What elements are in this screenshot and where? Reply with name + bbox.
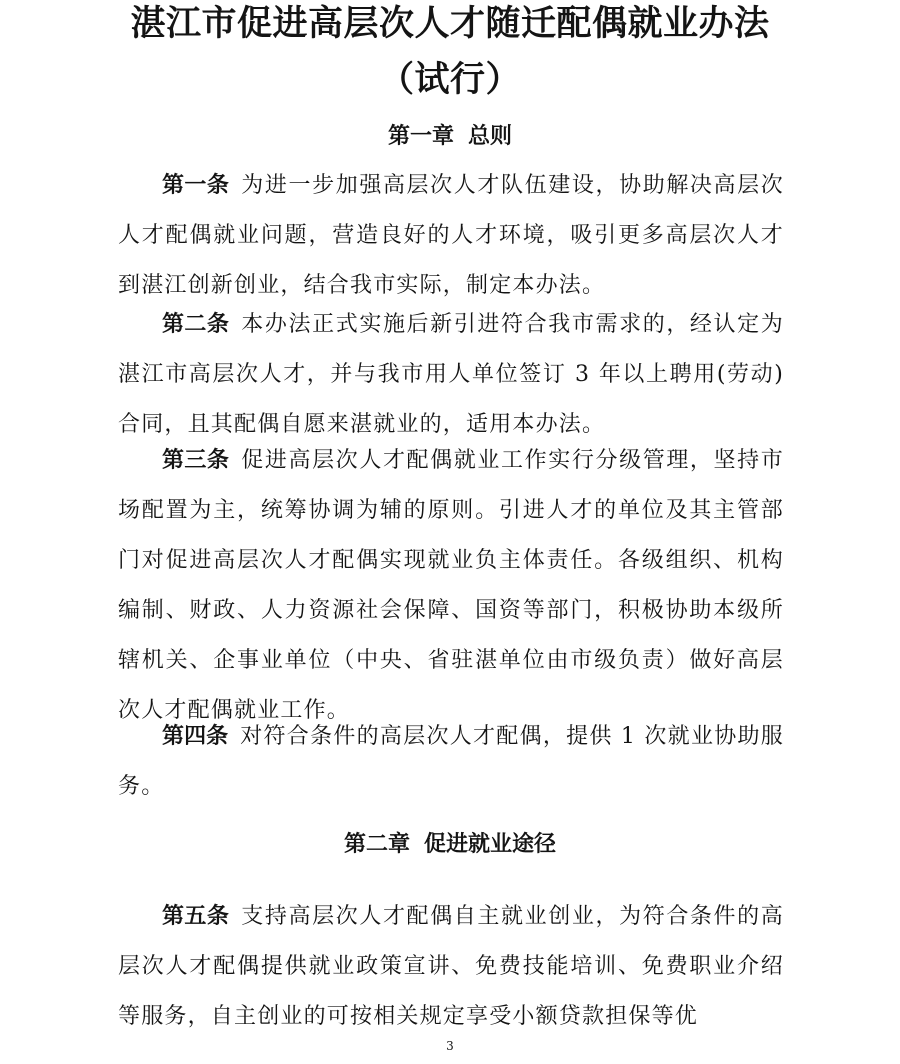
page-number: 3 <box>446 1039 454 1053</box>
document-title: 湛江市促进高层次人才随迁配偶就业办法 <box>130 4 770 44</box>
article-text: 为进一步加强高层次人才队伍建设，协助解决高层次人才配偶就业问题，营造良好的人才环境，吸引更多高层次人才到湛江创新创业，结合我市实际，制定本办法。 <box>118 173 784 298</box>
article-2 <box>118 300 784 450</box>
article-text: 促进高层次人才配偶就业工作实行分级管理，坚持市场配置为主，统筹协调为辅的原则。引进人才的单位及其主管部门对促进高层次人才配偶实现就业负主体责任。各级组织、机构编制、财政、人力资源社会保障、国资等部门，积极协助本级所辖机关、企事业单位（中央、省驻湛单位由市级负责）做好高层次人才配偶就业工作。 <box>118 448 784 723</box>
article-label: 第四条 <box>162 724 229 749</box>
article-label: 第一条 <box>162 173 230 198</box>
article-text: 对符合条件的高层次人才配偶，提供 1 次就业协助服务。 <box>118 724 784 799</box>
chapter-name: 促进就业途径 <box>424 832 557 857</box>
article-text: 本办法正式实施后新引进符合我市需求的，经认定为湛江市高层次人才，并与我市用人单位签订 3 年以上聘用(劳动)合同，且其配偶自愿来湛就业的，适用本办法。 <box>118 312 784 437</box>
chapter-name: 总则 <box>468 124 513 149</box>
chapter-number: 第一章 <box>387 124 454 149</box>
chapter-number: 第二章 <box>343 832 410 857</box>
document-subtitle: （试行） <box>378 60 521 100</box>
chapter-heading-2 <box>0 830 900 860</box>
article-5 <box>118 892 784 1042</box>
article-text: 支持高层次人才配偶自主就业创业，为符合条件的高层次人才配偶提供就业政策宣讲、免费技能培训、免费职业介绍等服务，自主创业的可按相关规定享受小额贷款担保等优 <box>118 904 784 1029</box>
chapter-heading-1 <box>0 122 900 152</box>
article-label: 第五条 <box>162 904 230 929</box>
article-label: 第二条 <box>162 312 230 337</box>
article-label: 第三条 <box>162 448 230 473</box>
article-3 <box>118 436 784 736</box>
article-4 <box>118 712 784 812</box>
article-1 <box>118 161 784 311</box>
